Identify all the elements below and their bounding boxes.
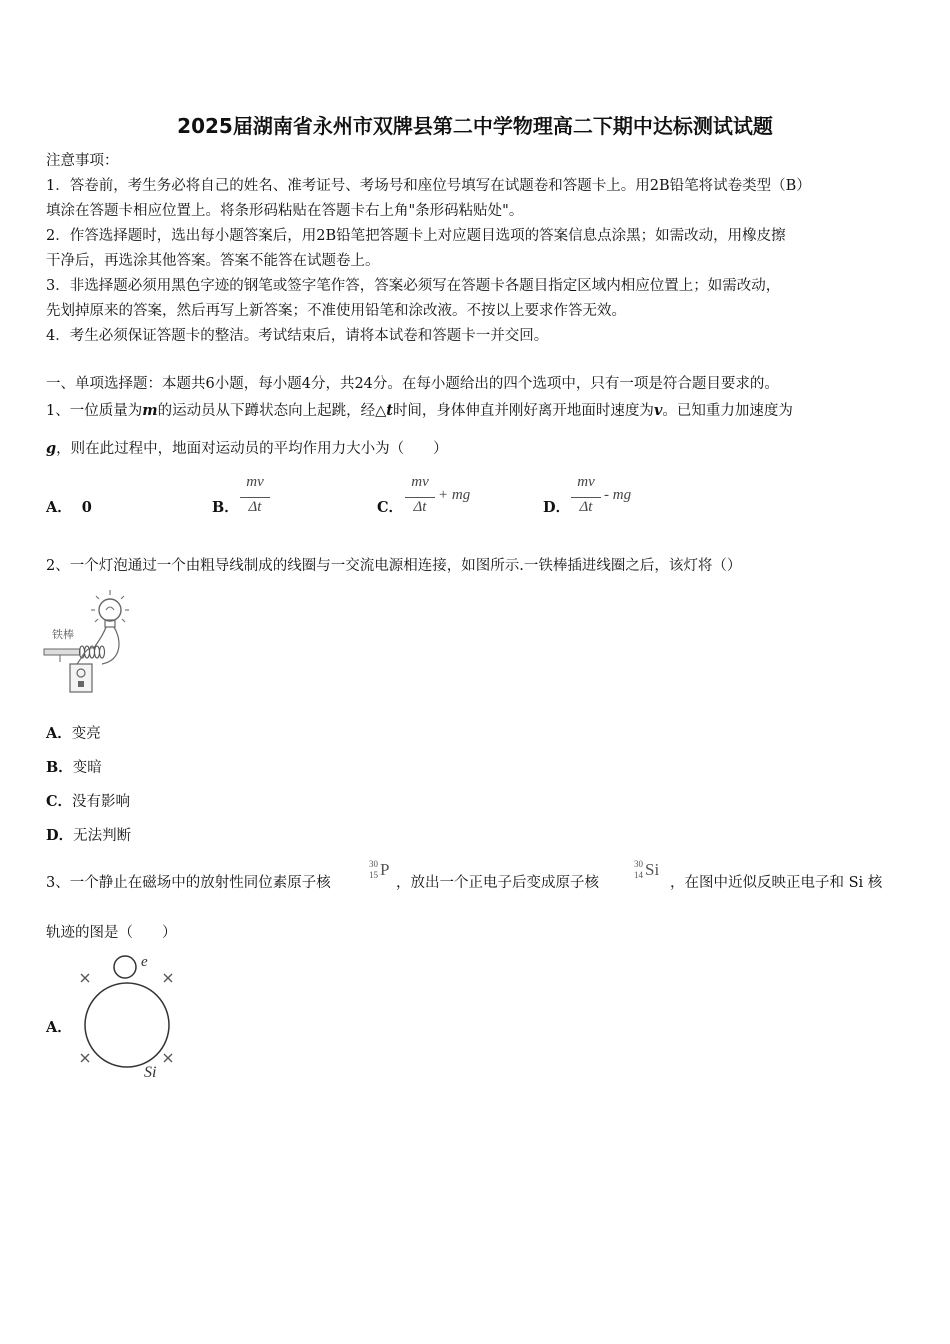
- notice-line-5: 3．非选择题必须用黑色字迹的钢笔或签字笔作答，答案必须写在答题卡各题目指定区域内相应位置上；如需改动，: [46, 278, 781, 294]
- fraction-numerator: mv: [577, 474, 595, 490]
- section-heading: 一、单项选择题：本题共6小题，每小题4分，共24分。在每小题给出的四个选项中，只有一项是符合题目要求的。: [46, 376, 779, 392]
- fraction-denominator: Δt: [248, 499, 262, 515]
- fraction-bar: [571, 497, 601, 498]
- q1-stem-line2: [46, 439, 448, 459]
- notice-line-7: 4．考生必须保证答题卡的整洁。考试结束后，请将本试卷和答题卡一并交回。: [46, 328, 549, 344]
- q2-option-b: [46, 758, 102, 778]
- option-label: A．: [46, 1019, 72, 1036]
- mass-number: 30: [369, 859, 378, 869]
- option-label: B．: [46, 759, 73, 776]
- element-symbol: P: [380, 860, 390, 879]
- option-text: 0: [81, 499, 92, 516]
- option-label: A．: [46, 499, 72, 516]
- positron-orbit: [114, 956, 136, 978]
- fraction-denominator: Δt: [579, 499, 593, 515]
- nuclide-si30: [634, 859, 668, 889]
- notice-line-4: 干净后，再选涂其他答案。答案不能答在试题卷上。: [46, 253, 380, 269]
- q1-text: 。已知重力加速度为: [662, 403, 793, 419]
- option-text: 变暗: [72, 760, 102, 776]
- bulb-icon: [99, 599, 121, 621]
- q2-option-d: [46, 826, 131, 846]
- fraction-bar: [405, 497, 435, 498]
- q2-option-a: [46, 724, 101, 744]
- si-orbit: [85, 983, 169, 1067]
- nuclide-p30: [369, 859, 399, 889]
- fraction-numerator: mv: [411, 474, 429, 490]
- formula-tail: - mg: [604, 487, 632, 503]
- page-title: 2025届湖南省永州市双牌县第二中学物理高二下期中达标测试试题: [177, 114, 773, 138]
- q1-text: ，则在此过程中，地面对运动员的平均作用力大小为（ ）: [56, 441, 448, 457]
- q1-stem-line1: [46, 401, 793, 421]
- positron-label: e: [141, 954, 148, 970]
- option-text: 变亮: [71, 726, 101, 742]
- notice-line-2: 填涂在答题卡相应位置上。将条形码粘贴在答题卡右上角"条形码粘贴处"。: [46, 203, 524, 219]
- option-label: D．: [46, 827, 74, 844]
- q1-var-t: t: [386, 402, 393, 419]
- fraction-bar: [240, 497, 270, 498]
- q3-stem-c: ，在图中近似反映正电子和 Si 核: [670, 875, 883, 891]
- notice-heading: 注意事项：: [46, 153, 119, 169]
- mass-number: 30: [634, 859, 643, 869]
- fraction-denominator: Δt: [413, 499, 427, 515]
- q1-text: 时间，身体伸直并刚好离开地面时速度为: [392, 403, 654, 419]
- notice-line-3: 2．作答选择题时，选出每小题答案后，用2B铅笔把答题卡上对应题目选项的答案信息点涂黑；如需改动，用橡皮擦: [46, 228, 786, 244]
- option-text: 无法判断: [73, 828, 132, 844]
- notice-line-1: 1．答卷前，考生务必将自己的姓名、准考证号、考场号和座位号填写在试题卷和答题卡上。用2B铅笔将试卷类型（B）: [46, 178, 811, 194]
- q2-option-c: [46, 792, 130, 812]
- option-label: A．: [46, 725, 72, 742]
- iron-rod-label: 铁棒: [52, 628, 74, 641]
- fraction-numerator: mv: [246, 474, 264, 490]
- trajectory-diagram: [72, 952, 192, 1087]
- q3-stem-line2: 轨迹的图是（ ）: [46, 925, 177, 941]
- q1-var-m: m: [142, 402, 158, 419]
- q3-stem-a: 3、一个静止在磁场中的放射性同位素原子核: [46, 875, 331, 891]
- formula-tail: + mg: [438, 487, 471, 503]
- option-label: D．: [543, 499, 571, 516]
- atomic-number: 14: [634, 870, 643, 880]
- q1-text: 的运动员从下蹲状态向上起跳，经△: [157, 403, 387, 419]
- q2-stem: 2、一个灯泡通过一个由粗导线制成的线圈与一交流电源相连接，如图所示.一铁棒插进线圈之后，该灯将（）: [46, 558, 742, 574]
- q3-stem-b: ，放出一个正电子后变成原子核: [396, 875, 599, 891]
- element-symbol: Si: [645, 860, 660, 879]
- q3-option-a-figure: [72, 952, 192, 1087]
- si-label: Si: [144, 1064, 157, 1081]
- q1-option-a: [46, 498, 92, 518]
- q1-var-g: g: [46, 440, 57, 457]
- option-label: B．: [212, 499, 239, 516]
- option-label: C．: [377, 499, 404, 516]
- option-text: 没有影响: [72, 794, 131, 810]
- notice-line-6: 先划掉原来的答案，然后再写上新答案；不准使用铅笔和涂改液。不按以上要求作答无效。: [46, 303, 626, 319]
- atomic-number: 15: [369, 870, 378, 880]
- q1-var-v: v: [653, 402, 663, 419]
- option-label: C．: [46, 793, 73, 810]
- q3-option-a-label: [46, 1018, 72, 1038]
- q2-figure: [42, 586, 144, 694]
- magnetic-field-cross-icons: [81, 974, 172, 1062]
- iron-rod: [44, 649, 80, 655]
- ac-source: [70, 664, 92, 692]
- q1-text: 1、一位质量为: [46, 403, 143, 419]
